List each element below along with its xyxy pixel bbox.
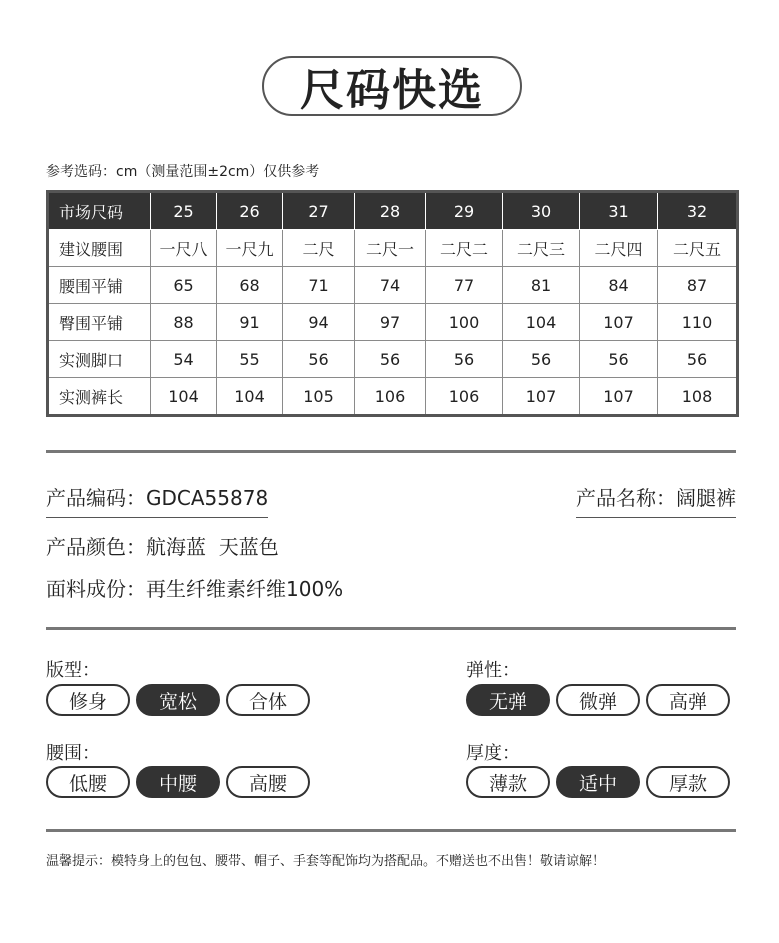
waist-label: 腰围：: [46, 743, 100, 764]
header-cell: 27: [283, 192, 355, 230]
table-cell: 55: [217, 341, 283, 378]
fit-option[interactable]: 宽松: [136, 684, 220, 716]
table-row: [48, 267, 738, 304]
footer-note: 温馨提示：模特身上的包包、腰带、帽子、手套等配饰均为搭配品。不赠送也不出售！敬请谅解！: [46, 854, 606, 869]
table-cell: 56: [503, 341, 580, 378]
product-color-value: 航海蓝 天蓝色: [146, 535, 279, 559]
table-cell: 88: [151, 304, 217, 341]
product-fabric-value: 再生纤维素纤维100%: [146, 577, 344, 601]
row-label: 实测裤长: [48, 378, 151, 416]
table-cell: 二尺五: [658, 230, 738, 267]
fit-label: 版型：: [46, 660, 100, 681]
title-badge: [262, 56, 522, 116]
table-cell: 106: [426, 378, 503, 416]
table-cell: 104: [503, 304, 580, 341]
size-table: [46, 190, 739, 417]
table-cell: 84: [580, 267, 658, 304]
table-cell: 107: [503, 378, 580, 416]
row-label: 建议腰围: [48, 230, 151, 267]
reference-note: 参考选码：cm（测量范围±2cm）仅供参考: [46, 164, 320, 180]
waist-option[interactable]: 低腰: [46, 766, 130, 798]
divider: [46, 829, 736, 832]
table-cell: 一尺八: [151, 230, 217, 267]
table-cell: 91: [217, 304, 283, 341]
elasticity-option[interactable]: 无弹: [466, 684, 550, 716]
header-cell: 32: [658, 192, 738, 230]
fit-option[interactable]: 合体: [226, 684, 310, 716]
table-cell: 107: [580, 304, 658, 341]
size-table-header: [48, 192, 738, 230]
row-label: 实测脚口: [48, 341, 151, 378]
table-cell: 107: [580, 378, 658, 416]
table-cell: 65: [151, 267, 217, 304]
header-cell: 31: [580, 192, 658, 230]
header-cell: 28: [355, 192, 426, 230]
table-cell: 110: [658, 304, 738, 341]
elasticity-option[interactable]: 微弹: [556, 684, 640, 716]
divider: [46, 450, 736, 453]
table-cell: 106: [355, 378, 426, 416]
table-cell: 56: [283, 341, 355, 378]
waist-option[interactable]: 高腰: [226, 766, 310, 798]
product-name-label: 产品名称：: [576, 486, 676, 510]
table-row: [48, 341, 738, 378]
waist-options: [46, 766, 310, 798]
product-name-value: 阔腿裤: [676, 486, 736, 510]
table-cell: 56: [580, 341, 658, 378]
table-cell: 87: [658, 267, 738, 304]
product-name: [576, 482, 736, 518]
table-cell: 56: [426, 341, 503, 378]
waist-option[interactable]: 中腰: [136, 766, 220, 798]
table-row: [48, 230, 738, 267]
page-title: 尺码快选: [300, 65, 484, 116]
table-cell: 71: [283, 267, 355, 304]
table-cell: 二尺二: [426, 230, 503, 267]
product-code-label: 产品编码：: [46, 486, 146, 510]
divider: [46, 627, 736, 630]
table-cell: 二尺: [283, 230, 355, 267]
product-code-value: GDCA55878: [146, 486, 269, 510]
table-cell: 97: [355, 304, 426, 341]
table-cell: 54: [151, 341, 217, 378]
table-cell: 77: [426, 267, 503, 304]
table-cell: 104: [217, 378, 283, 416]
table-cell: 一尺九: [217, 230, 283, 267]
table-cell: 100: [426, 304, 503, 341]
product-fabric: [46, 573, 343, 602]
thickness-option[interactable]: 厚款: [646, 766, 730, 798]
table-cell: 105: [283, 378, 355, 416]
thickness-option[interactable]: 薄款: [466, 766, 550, 798]
elasticity-option[interactable]: 高弹: [646, 684, 730, 716]
table-cell: 81: [503, 267, 580, 304]
table-cell: 二尺一: [355, 230, 426, 267]
fit-option[interactable]: 修身: [46, 684, 130, 716]
header-cell: 25: [151, 192, 217, 230]
thickness-options: [466, 766, 730, 798]
table-cell: 108: [658, 378, 738, 416]
product-color-label: 产品颜色：: [46, 535, 146, 559]
table-cell: 94: [283, 304, 355, 341]
table-cell: 74: [355, 267, 426, 304]
table-cell: 56: [658, 341, 738, 378]
table-row: [48, 304, 738, 341]
header-cell: 26: [217, 192, 283, 230]
header-cell: 市场尺码: [48, 192, 151, 230]
table-cell: 56: [355, 341, 426, 378]
product-code: [46, 482, 268, 518]
table-cell: 68: [217, 267, 283, 304]
table-cell: 二尺三: [503, 230, 580, 267]
row-label: 腰围平铺: [48, 267, 151, 304]
thickness-label: 厚度：: [466, 743, 520, 764]
table-cell: 104: [151, 378, 217, 416]
product-color: [46, 531, 279, 560]
product-fabric-label: 面料成份：: [46, 577, 146, 601]
row-label: 臀围平铺: [48, 304, 151, 341]
table-cell: 二尺四: [580, 230, 658, 267]
elasticity-label: 弹性：: [466, 660, 520, 681]
thickness-option[interactable]: 适中: [556, 766, 640, 798]
header-cell: 29: [426, 192, 503, 230]
elasticity-options: [466, 684, 730, 716]
fit-options: [46, 684, 310, 716]
header-cell: 30: [503, 192, 580, 230]
table-row: [48, 378, 738, 416]
